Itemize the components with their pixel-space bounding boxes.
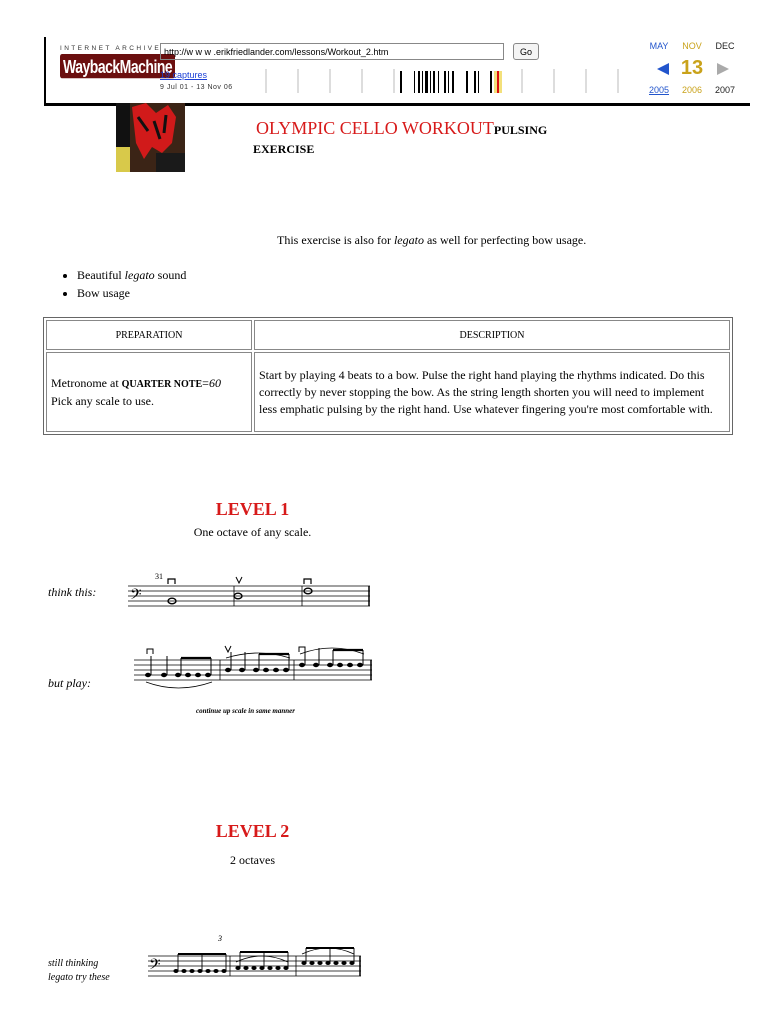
prep-scale: Pick any scale to use. <box>51 394 154 408</box>
current-month-label: NOV <box>682 41 702 51</box>
level-2-staff <box>148 942 364 986</box>
current-capture-marker <box>497 71 499 93</box>
bullet-text-end: sound <box>154 268 187 282</box>
title-sub-line2: EXERCISE <box>253 142 315 156</box>
table-header-description: DESCRIPTION <box>254 320 730 350</box>
next-month-label: DEC <box>715 41 735 51</box>
captures-link[interactable]: 19 captures <box>160 70 208 80</box>
internet-archive-label: INTERNET ARCHIVE <box>60 45 162 52</box>
current-year-label: 2006 <box>681 85 703 95</box>
capture-date-range: 9 Jul 01 - 13 Nov 06 <box>160 84 233 91</box>
but-play-label: but play: <box>48 676 91 690</box>
list-item <box>77 266 186 284</box>
list-item <box>77 284 186 302</box>
level-2-heading: LEVEL 2 <box>215 821 290 841</box>
level-1-heading: LEVEL 1 <box>215 499 290 519</box>
prev-month-label[interactable]: MAY <box>649 41 669 51</box>
page-title <box>256 118 547 139</box>
url-input[interactable]: http://w w w .erikfriedlander.com/lessons/Workout_2.htm <box>160 43 504 60</box>
level-1-subtitle: One octave of any scale. <box>193 525 312 539</box>
go-button[interactable]: Go <box>513 43 539 60</box>
level-2-subtitle: 2 octaves <box>230 853 275 867</box>
prep-tempo: 60 <box>208 376 221 390</box>
bullet-text: Bow usage <box>77 286 130 300</box>
wayback-toolbar <box>44 37 750 106</box>
still-thinking-line1: still thinking <box>48 958 99 969</box>
wayback-machine-logo-text: WaybackMachine <box>60 54 175 78</box>
measure-number: 31 <box>155 572 163 581</box>
bullet-text: Beautiful <box>77 268 125 282</box>
still-thinking-line2: legato try these <box>48 972 110 983</box>
svg-text:𝄢: 𝄢 <box>130 586 142 607</box>
bullet-emphasis: legato <box>124 268 155 282</box>
description-cell: Start by playing 4 beats to a bow. Pulse the right hand playing the rhythms indicated. Do this correctly by never stopping the bow. As the string length shorten you will need to implement less emphatic pulsing by the right hand. Use whatever fingering you're most comfortable with. <box>254 352 730 432</box>
prep-equals: = <box>202 376 209 390</box>
cello-photo <box>116 103 185 172</box>
think-this-label: think this: <box>48 585 97 599</box>
title-sub: PULSING <box>493 123 548 137</box>
title-main: OLYMPIC CELLO WORKOUT <box>256 118 494 138</box>
prep-quarter-note: QUARTER NOTE <box>121 379 203 390</box>
intro-emphasis: legato <box>393 233 424 247</box>
table-header-preparation: PREPARATION <box>46 320 252 350</box>
svg-text:𝄢: 𝄢 <box>149 956 161 977</box>
prev-capture-arrow-icon[interactable] <box>656 62 670 76</box>
still-thinking-label <box>48 957 110 985</box>
intro-paragraph <box>277 233 586 248</box>
prev-year-label[interactable]: 2005 <box>648 85 670 95</box>
preparation-cell <box>46 352 252 432</box>
goals-list <box>58 266 186 302</box>
prep-text: Metronome at <box>51 376 122 390</box>
wayback-logo[interactable] <box>60 45 173 85</box>
timeline-ticks <box>266 69 618 93</box>
but-play-staff <box>128 644 376 702</box>
think-this-staff <box>128 575 373 611</box>
next-year-label: 2007 <box>714 85 736 95</box>
current-day: 13 <box>680 57 704 79</box>
tuplet-number: 3 <box>218 934 222 943</box>
exercise-table <box>43 317 733 435</box>
capture-bars <box>400 71 492 93</box>
continue-scale-note: continue up scale in same manner <box>196 707 295 715</box>
capture-timeline[interactable] <box>262 67 642 95</box>
intro-text-1: This exercise is also for <box>277 233 394 247</box>
next-capture-arrow-icon <box>716 62 730 76</box>
intro-text-2: as well for perfecting bow usage. <box>423 233 587 247</box>
